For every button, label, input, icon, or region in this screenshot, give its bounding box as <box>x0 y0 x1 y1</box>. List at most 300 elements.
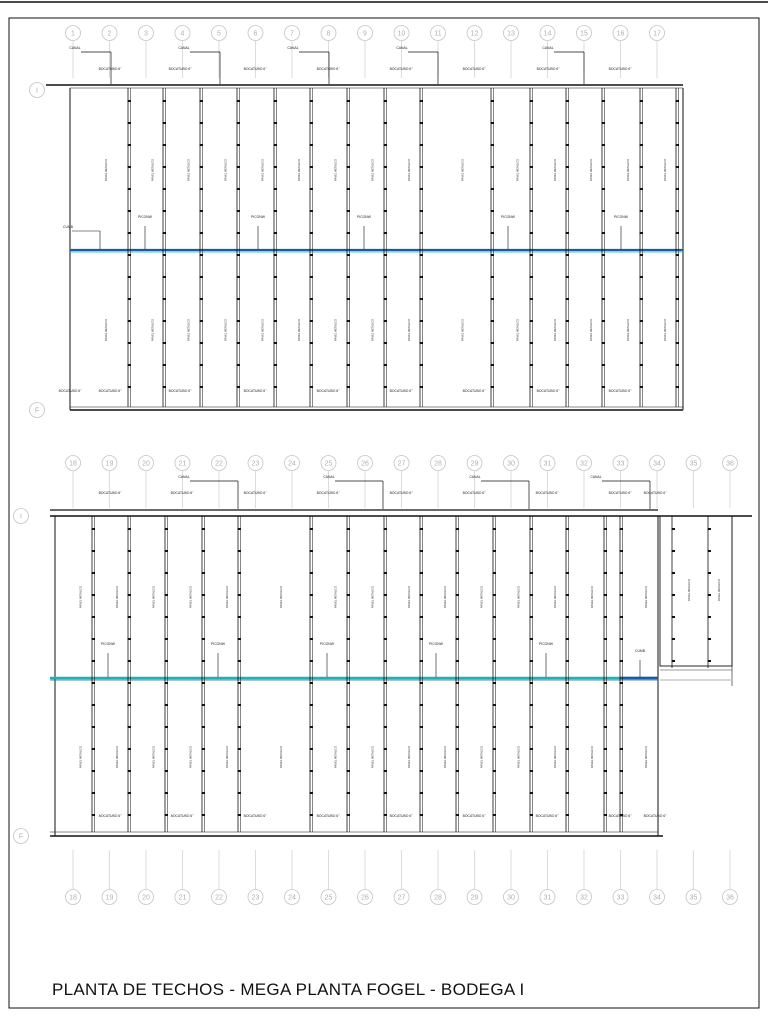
purlin-tick <box>200 100 204 102</box>
panel-label: PANEL METALICO <box>664 318 667 342</box>
purlin-tick <box>310 100 314 102</box>
purlin-tick <box>676 342 680 344</box>
downpipe-label: BOCATUBO 6" <box>243 491 267 495</box>
purlin-tick <box>128 144 132 146</box>
purlin-tick <box>384 320 388 322</box>
purlin-tick <box>530 528 534 530</box>
grid-bubble-col-23-lower <box>248 890 263 905</box>
purlin-tick <box>530 254 534 256</box>
purlin-tick <box>310 792 314 794</box>
purlin-tick <box>310 276 314 278</box>
purlin-tick <box>310 254 314 256</box>
purlin-tick <box>456 792 460 794</box>
purlin-tick <box>566 704 570 706</box>
purlin-tick <box>128 276 132 278</box>
downpipe-label-lower: BOCATUBO 6" <box>608 814 632 818</box>
grid-label-row-i: I <box>36 87 38 95</box>
purlin-tick <box>202 726 206 728</box>
purlin-tick <box>604 638 608 640</box>
annex-purlin-tick <box>672 638 676 640</box>
grid-bubble-col-30 <box>504 456 519 471</box>
purlin-tick <box>237 166 241 168</box>
purlin-tick <box>92 770 96 772</box>
grid-bubble-col-32-lower <box>577 890 592 905</box>
purlin-tick <box>493 528 497 530</box>
purlin-tick <box>604 572 608 574</box>
panel-label: PANEL METALICO <box>79 745 83 769</box>
purlin-tick <box>128 550 132 552</box>
purlin-tick <box>384 386 388 388</box>
purlin-tick <box>238 704 242 706</box>
purlin-tick <box>238 572 242 574</box>
purlin-tick <box>420 594 424 596</box>
grid-bubble-label: 29 <box>470 460 479 468</box>
purlin-tick <box>238 814 242 816</box>
purlin-tick <box>676 166 680 168</box>
purlin-tick <box>202 594 206 596</box>
grid-bubble-row-f-lower <box>14 829 29 844</box>
purlin-tick <box>493 594 497 596</box>
purlin-tick <box>604 792 608 794</box>
grid-bubble-label: 28 <box>434 894 442 902</box>
grid-bubble-col-28-lower <box>431 890 446 905</box>
purlin-tick <box>566 364 570 366</box>
top-purlin-lines <box>128 88 680 407</box>
purlin-tick <box>310 232 314 234</box>
panel-label: PANEL METALICO <box>371 745 375 769</box>
purlin-tick <box>128 188 132 190</box>
purlin-tick <box>347 342 351 344</box>
purlin-tick <box>420 188 424 190</box>
grid-bubble-label: 26 <box>361 894 369 902</box>
purlin-tick <box>165 550 169 552</box>
purlin-tick <box>620 704 624 706</box>
downpipe-label: BOCATUBO 6" <box>643 491 667 495</box>
purlin-tick <box>384 276 388 278</box>
purlin-tick <box>200 254 204 256</box>
purlin-tick <box>420 572 424 574</box>
purlin-tick <box>604 594 608 596</box>
panel-label: PANEL METALICO <box>280 745 283 769</box>
purlin-tick <box>676 320 680 322</box>
purlin-tick <box>238 594 242 596</box>
purlin-tick <box>566 100 570 102</box>
purlin-tick <box>676 210 680 212</box>
grid-bubble-label: 3 <box>144 30 148 38</box>
purlin-tick <box>384 594 388 596</box>
purlin-tick <box>530 298 534 300</box>
panel-label: PANEL METALICO <box>408 158 411 182</box>
grid-bubble-col-22 <box>212 456 227 471</box>
downpipe-label-lower: BOCATUBO 6" <box>98 814 122 818</box>
grid-bubble-label: 30 <box>507 460 515 468</box>
purlin-tick <box>530 638 534 640</box>
grid-bubble-col-35 <box>686 456 701 471</box>
bottom-column-grid-bubbles-upper <box>66 456 738 509</box>
grid-bubble-label: 14 <box>543 30 552 38</box>
purlin-tick <box>310 342 314 344</box>
downpipe-label-lower: BOCATUBO 6" <box>316 389 340 393</box>
purlin-tick <box>530 122 534 124</box>
purlin-tick <box>347 364 351 366</box>
grid-bubble-label: 7 <box>290 30 294 38</box>
purlin-tick <box>310 298 314 300</box>
downpipe-label-lower: BOCATUBO 6" <box>170 814 194 818</box>
grid-bubble-label: 4 <box>180 30 185 38</box>
grid-bubble-col-3 <box>139 26 154 41</box>
purlin-tick <box>384 188 388 190</box>
purlin-tick <box>602 320 606 322</box>
purlin-tick <box>640 166 644 168</box>
purlin-tick <box>602 122 606 124</box>
downpipe-label-lower: BOCATUBO 6" <box>168 389 192 393</box>
purlin-tick <box>200 364 204 366</box>
purlin-tick <box>274 232 278 234</box>
gutter-right-label: CUMB <box>635 649 645 653</box>
purlin-tick <box>566 748 570 750</box>
purlin-tick <box>347 254 351 256</box>
purlin-tick <box>237 232 241 234</box>
purlin-tick <box>566 166 570 168</box>
purlin-tick <box>165 748 169 750</box>
purlin-tick <box>128 748 132 750</box>
grid-bubble-col-32 <box>577 456 592 471</box>
purlin-tick <box>602 364 606 366</box>
grid-bubble-col-33 <box>613 456 628 471</box>
grid-label-row-i-lower: I <box>20 513 22 521</box>
purlin-tick <box>566 386 570 388</box>
purlin-tick <box>493 814 497 816</box>
grid-bubble-col-25 <box>321 456 336 471</box>
grid-bubble-col-4 <box>175 26 190 41</box>
purlin-tick <box>128 122 132 124</box>
purlin-tick <box>620 792 624 794</box>
grid-bubble-col-22-lower <box>212 890 227 905</box>
purlin-tick <box>128 364 132 366</box>
downpipe-label-lower: BOCATUBO 6" <box>243 814 267 818</box>
purlin-tick <box>163 210 167 212</box>
purlin-tick <box>200 386 204 388</box>
purlin-tick <box>128 572 132 574</box>
bottom-callouts <box>99 475 668 818</box>
grid-bubble-label: 35 <box>689 460 698 468</box>
purlin-tick <box>602 276 606 278</box>
purlin-tick <box>676 232 680 234</box>
annex-panel-label: PANEL METALICO <box>688 578 691 602</box>
downpipe-label: BOCATUBO 6" <box>535 491 559 495</box>
panel-label: PANEL METALICO <box>554 158 557 182</box>
purlin-tick <box>128 386 132 388</box>
panel-label: PANEL METALICO <box>408 318 411 342</box>
annex-panel-label: PANEL METALICO <box>718 578 721 602</box>
purlin-tick <box>530 704 534 706</box>
purlin-tick <box>456 572 460 574</box>
purlin-tick <box>92 660 96 662</box>
purlin-tick <box>163 298 167 300</box>
purlin-tick <box>128 528 132 530</box>
purlin-tick <box>456 550 460 552</box>
purlin-tick <box>420 638 424 640</box>
downpipe-label: BOCATUBO 6" <box>98 491 122 495</box>
grid-bubble-col-2 <box>102 26 117 41</box>
grid-bubble-label: 19 <box>105 460 114 468</box>
purlin-tick <box>456 726 460 728</box>
grid-bubble-col-19-lower <box>102 890 117 905</box>
purlin-tick <box>384 682 388 684</box>
purlin-tick <box>310 550 314 552</box>
purlin-tick <box>640 342 644 344</box>
purlin-tick <box>384 616 388 618</box>
purlin-tick <box>92 616 96 618</box>
purlin-tick <box>202 748 206 750</box>
panel-label: PANEL METALICO <box>116 585 119 609</box>
purlin-tick <box>384 528 388 530</box>
panel-label: PANEL METALICO <box>461 158 465 182</box>
purlin-tick <box>165 814 169 816</box>
purlin-tick <box>604 814 608 816</box>
top-roof-plan <box>30 26 684 418</box>
purlin-tick <box>165 528 169 530</box>
grid-bubble-col-29-lower <box>467 890 482 905</box>
purlin-tick <box>92 572 96 574</box>
purlin-tick <box>566 528 570 530</box>
grid-bubble-col-9 <box>358 26 373 41</box>
purlin-tick <box>200 342 204 344</box>
bottom-column-grid-bubbles-lower <box>66 850 738 905</box>
purlin-tick <box>602 166 606 168</box>
purlin-tick <box>165 682 169 684</box>
ridge-label: PICONW <box>251 215 265 219</box>
purlin-tick <box>163 188 167 190</box>
purlin-tick <box>604 770 608 772</box>
grid-bubble-row-i <box>30 83 45 98</box>
annex-roof-block <box>660 516 732 666</box>
purlin-tick <box>347 528 351 530</box>
purlin-tick <box>310 166 314 168</box>
purlin-tick <box>310 704 314 706</box>
grid-bubble-col-10 <box>394 26 409 41</box>
purlin-tick <box>310 320 314 322</box>
purlin-tick <box>347 572 351 574</box>
grid-bubble-label: 36 <box>726 460 734 468</box>
purlin-tick <box>384 100 388 102</box>
grid-bubble-col-34-lower <box>650 890 665 905</box>
purlin-tick <box>420 770 424 772</box>
gutter-label: CANAL <box>178 475 190 479</box>
purlin-tick <box>237 320 241 322</box>
purlin-tick <box>384 298 388 300</box>
purlin-tick <box>165 704 169 706</box>
grid-bubble-col-33-lower <box>613 890 628 905</box>
grid-bubble-col-31 <box>540 456 555 471</box>
purlin-tick <box>420 616 424 618</box>
downpipe-label-lower: BOCATUBO 6" <box>535 814 559 818</box>
purlin-tick <box>347 232 351 234</box>
grid-bubble-col-28 <box>431 456 446 471</box>
annex-purlin-tick <box>708 638 712 640</box>
purlin-tick <box>238 528 242 530</box>
panel-label: PANEL METALICO <box>226 745 229 769</box>
purlin-tick <box>237 100 241 102</box>
purlin-tick <box>530 616 534 618</box>
panel-label: PANEL METALICO <box>645 585 648 609</box>
purlin-tick <box>456 682 460 684</box>
purlin-tick <box>310 122 314 124</box>
grid-bubble-col-26-lower <box>358 890 373 905</box>
purlin-tick <box>128 100 132 102</box>
downpipe-label: BOCATUBO 6" <box>243 67 267 71</box>
purlin-tick <box>491 210 495 212</box>
grid-bubble-col-7 <box>285 26 300 41</box>
purlin-tick <box>202 572 206 574</box>
purlin-tick <box>676 276 680 278</box>
purlin-tick <box>491 342 495 344</box>
panel-label: PANEL METALICO <box>261 158 265 182</box>
purlin-tick <box>566 726 570 728</box>
purlin-tick <box>604 528 608 530</box>
purlin-tick <box>420 386 424 388</box>
downpipe-label-lower: BOCATUBO 6" <box>58 389 82 393</box>
purlin-tick <box>92 638 96 640</box>
purlin-tick <box>238 682 242 684</box>
purlin-tick <box>384 792 388 794</box>
purlin-tick <box>384 550 388 552</box>
grid-label-row-f-lower: F <box>18 833 24 841</box>
panel-label: PANEL METALICO <box>334 585 338 609</box>
purlin-tick <box>640 254 644 256</box>
top-row-grid-bubbles <box>30 83 45 418</box>
purlin-tick <box>420 320 424 322</box>
purlin-tick <box>92 726 96 728</box>
purlin-tick <box>602 254 606 256</box>
grid-bubble-label: 34 <box>653 460 661 468</box>
panel-label: PANEL METALICO <box>298 318 301 342</box>
gutter-label: CANAL <box>69 46 81 50</box>
panel-label: PANEL METALICO <box>334 745 338 769</box>
bottom-purlin-lines <box>92 516 712 832</box>
grid-bubble-label: 13 <box>507 30 515 38</box>
grid-bubble-col-6 <box>248 26 263 41</box>
purlin-tick <box>566 144 570 146</box>
ridge-label: PICONW <box>429 642 443 646</box>
purlin-tick <box>237 122 241 124</box>
purlin-tick <box>493 726 497 728</box>
purlin-tick <box>347 638 351 640</box>
purlin-tick <box>310 386 314 388</box>
purlin-tick <box>238 792 242 794</box>
panel-label: PANEL METALICO <box>261 318 265 342</box>
purlin-tick <box>200 144 204 146</box>
grid-bubble-label: 36 <box>726 894 734 902</box>
downpipe-label: BOCATUBO 6" <box>536 67 560 71</box>
purlin-tick <box>530 342 534 344</box>
purlin-tick <box>602 210 606 212</box>
purlin-tick <box>602 100 606 102</box>
downpipe-label: BOCATUBO 6" <box>316 491 340 495</box>
purlin-tick <box>620 638 624 640</box>
purlin-tick <box>620 726 624 728</box>
purlin-tick <box>274 386 278 388</box>
panel-label: PANEL METALICO <box>371 318 375 342</box>
grid-bubble-col-17 <box>650 26 665 41</box>
purlin-tick <box>602 342 606 344</box>
purlin-tick <box>604 682 608 684</box>
annex-purlin-tick <box>672 528 676 530</box>
purlin-tick <box>238 550 242 552</box>
purlin-tick <box>347 792 351 794</box>
downpipe-label: BOCATUBO 6" <box>98 67 122 71</box>
purlin-tick <box>384 364 388 366</box>
grid-bubble-col-8 <box>321 26 336 41</box>
grid-bubble-label: 8 <box>326 30 331 38</box>
purlin-tick <box>238 770 242 772</box>
purlin-tick <box>530 792 534 794</box>
annex-purlin-tick <box>708 616 712 618</box>
annex-purlin-tick <box>708 528 712 530</box>
grid-bubble-col-16 <box>613 26 628 41</box>
annex-purlin-tick <box>708 550 712 552</box>
purlin-tick <box>566 550 570 552</box>
purlin-tick <box>620 572 624 574</box>
purlin-tick <box>456 660 460 662</box>
purlin-tick <box>237 144 241 146</box>
purlin-tick <box>384 660 388 662</box>
downpipe-label: BOCATUBO 6" <box>389 67 413 71</box>
purlin-tick <box>676 100 680 102</box>
grid-bubble-col-35-lower <box>686 890 701 905</box>
purlin-tick <box>92 748 96 750</box>
purlin-tick <box>237 364 241 366</box>
annex-purlin-tick <box>672 660 676 662</box>
purlin-tick <box>347 188 351 190</box>
purlin-tick <box>347 682 351 684</box>
purlin-tick <box>202 770 206 772</box>
purlin-tick <box>347 320 351 322</box>
purlin-tick <box>566 572 570 574</box>
downpipe-label-lower: BOCATUBO 6" <box>643 814 667 818</box>
purlin-tick <box>202 814 206 816</box>
purlin-tick <box>420 144 424 146</box>
purlin-tick <box>566 210 570 212</box>
grid-bubble-label: 6 <box>253 30 258 38</box>
purlin-tick <box>493 572 497 574</box>
grid-bubble-col-5 <box>212 26 227 41</box>
panel-label: PANEL METALICO <box>554 745 557 769</box>
panel-label: PANEL METALICO <box>187 158 191 182</box>
purlin-tick <box>640 320 644 322</box>
panel-label: PANEL METALICO <box>591 745 594 769</box>
purlin-tick <box>128 726 132 728</box>
purlin-tick <box>274 166 278 168</box>
grid-bubble-row-f <box>30 403 45 418</box>
ridge-label: PICONW <box>320 642 334 646</box>
purlin-tick <box>92 550 96 552</box>
panel-label: PANEL METALICO <box>152 585 156 609</box>
panel-label: PANEL METALICO <box>664 158 667 182</box>
purlin-tick <box>530 770 534 772</box>
purlin-tick <box>384 638 388 640</box>
purlin-tick <box>347 144 351 146</box>
grid-bubble-label: 35 <box>689 894 698 902</box>
panel-label: PANEL METALICO <box>517 745 521 769</box>
purlin-tick <box>620 616 624 618</box>
purlin-tick <box>274 320 278 322</box>
purlin-tick <box>640 144 644 146</box>
purlin-tick <box>347 276 351 278</box>
panel-label: PANEL METALICO <box>627 318 630 342</box>
purlin-tick <box>602 386 606 388</box>
purlin-tick <box>566 616 570 618</box>
